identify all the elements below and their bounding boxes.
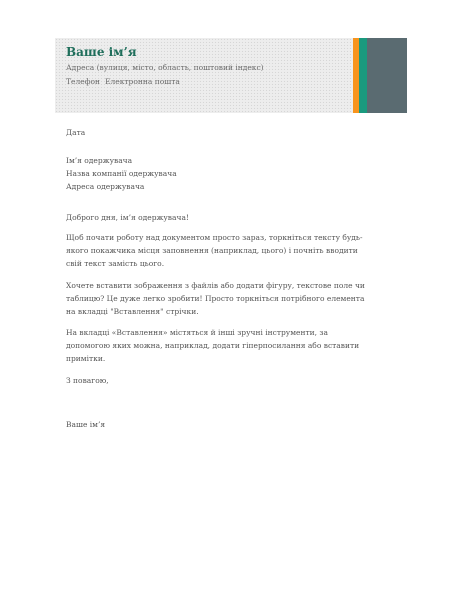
recipient-address[interactable]: Адреса одержувача — [66, 182, 145, 191]
salutation[interactable]: Доброго дня, ім’я одержувача! — [66, 213, 189, 222]
sender-address[interactable]: Адреса (вулиця, місто, область, поштовий індекс) — [66, 63, 264, 72]
closing[interactable]: З повагою, — [66, 376, 109, 385]
accent-stripes — [353, 38, 407, 113]
sender-email[interactable]: Електронна пошта — [105, 77, 180, 86]
body-paragraph[interactable]: Хочете вставити зображення з файлів або додати фігуру, текстове поле чи таблицю? Це дуже легко зробити! Просто торкніться потрібного елемента на вкладці "Вставлення" стрічки. — [66, 281, 365, 316]
letter-date[interactable]: Дата — [66, 128, 86, 137]
sender-contact — [66, 75, 346, 89]
sender-header — [66, 45, 346, 89]
teal-accent-stripe — [359, 38, 367, 113]
signature-name[interactable]: Ваше ім’я — [66, 420, 106, 429]
sender-phone[interactable]: Телефон — [66, 77, 101, 86]
recipient-name[interactable]: Ім’я одержувача — [66, 156, 133, 165]
gray-accent-block — [367, 38, 407, 113]
recipient-block — [66, 154, 366, 193]
body-paragraph[interactable]: Щоб почати роботу над документом просто зараз, торкніться тексту будь-якого покажчика місця заповнення (наприклад, цього) і почніть вводити свій текст замість цього. — [66, 233, 363, 268]
sender-name[interactable]: Ваше ім’я — [66, 45, 137, 59]
recipient-company[interactable]: Назва компанії одержувача — [66, 169, 177, 178]
body-paragraph[interactable]: На вкладці «Вставлення» містяться й інші зручні інструменти, за допомогою яких можна, наприклад, додати гіперпосилання або вставити примітки. — [66, 328, 360, 363]
